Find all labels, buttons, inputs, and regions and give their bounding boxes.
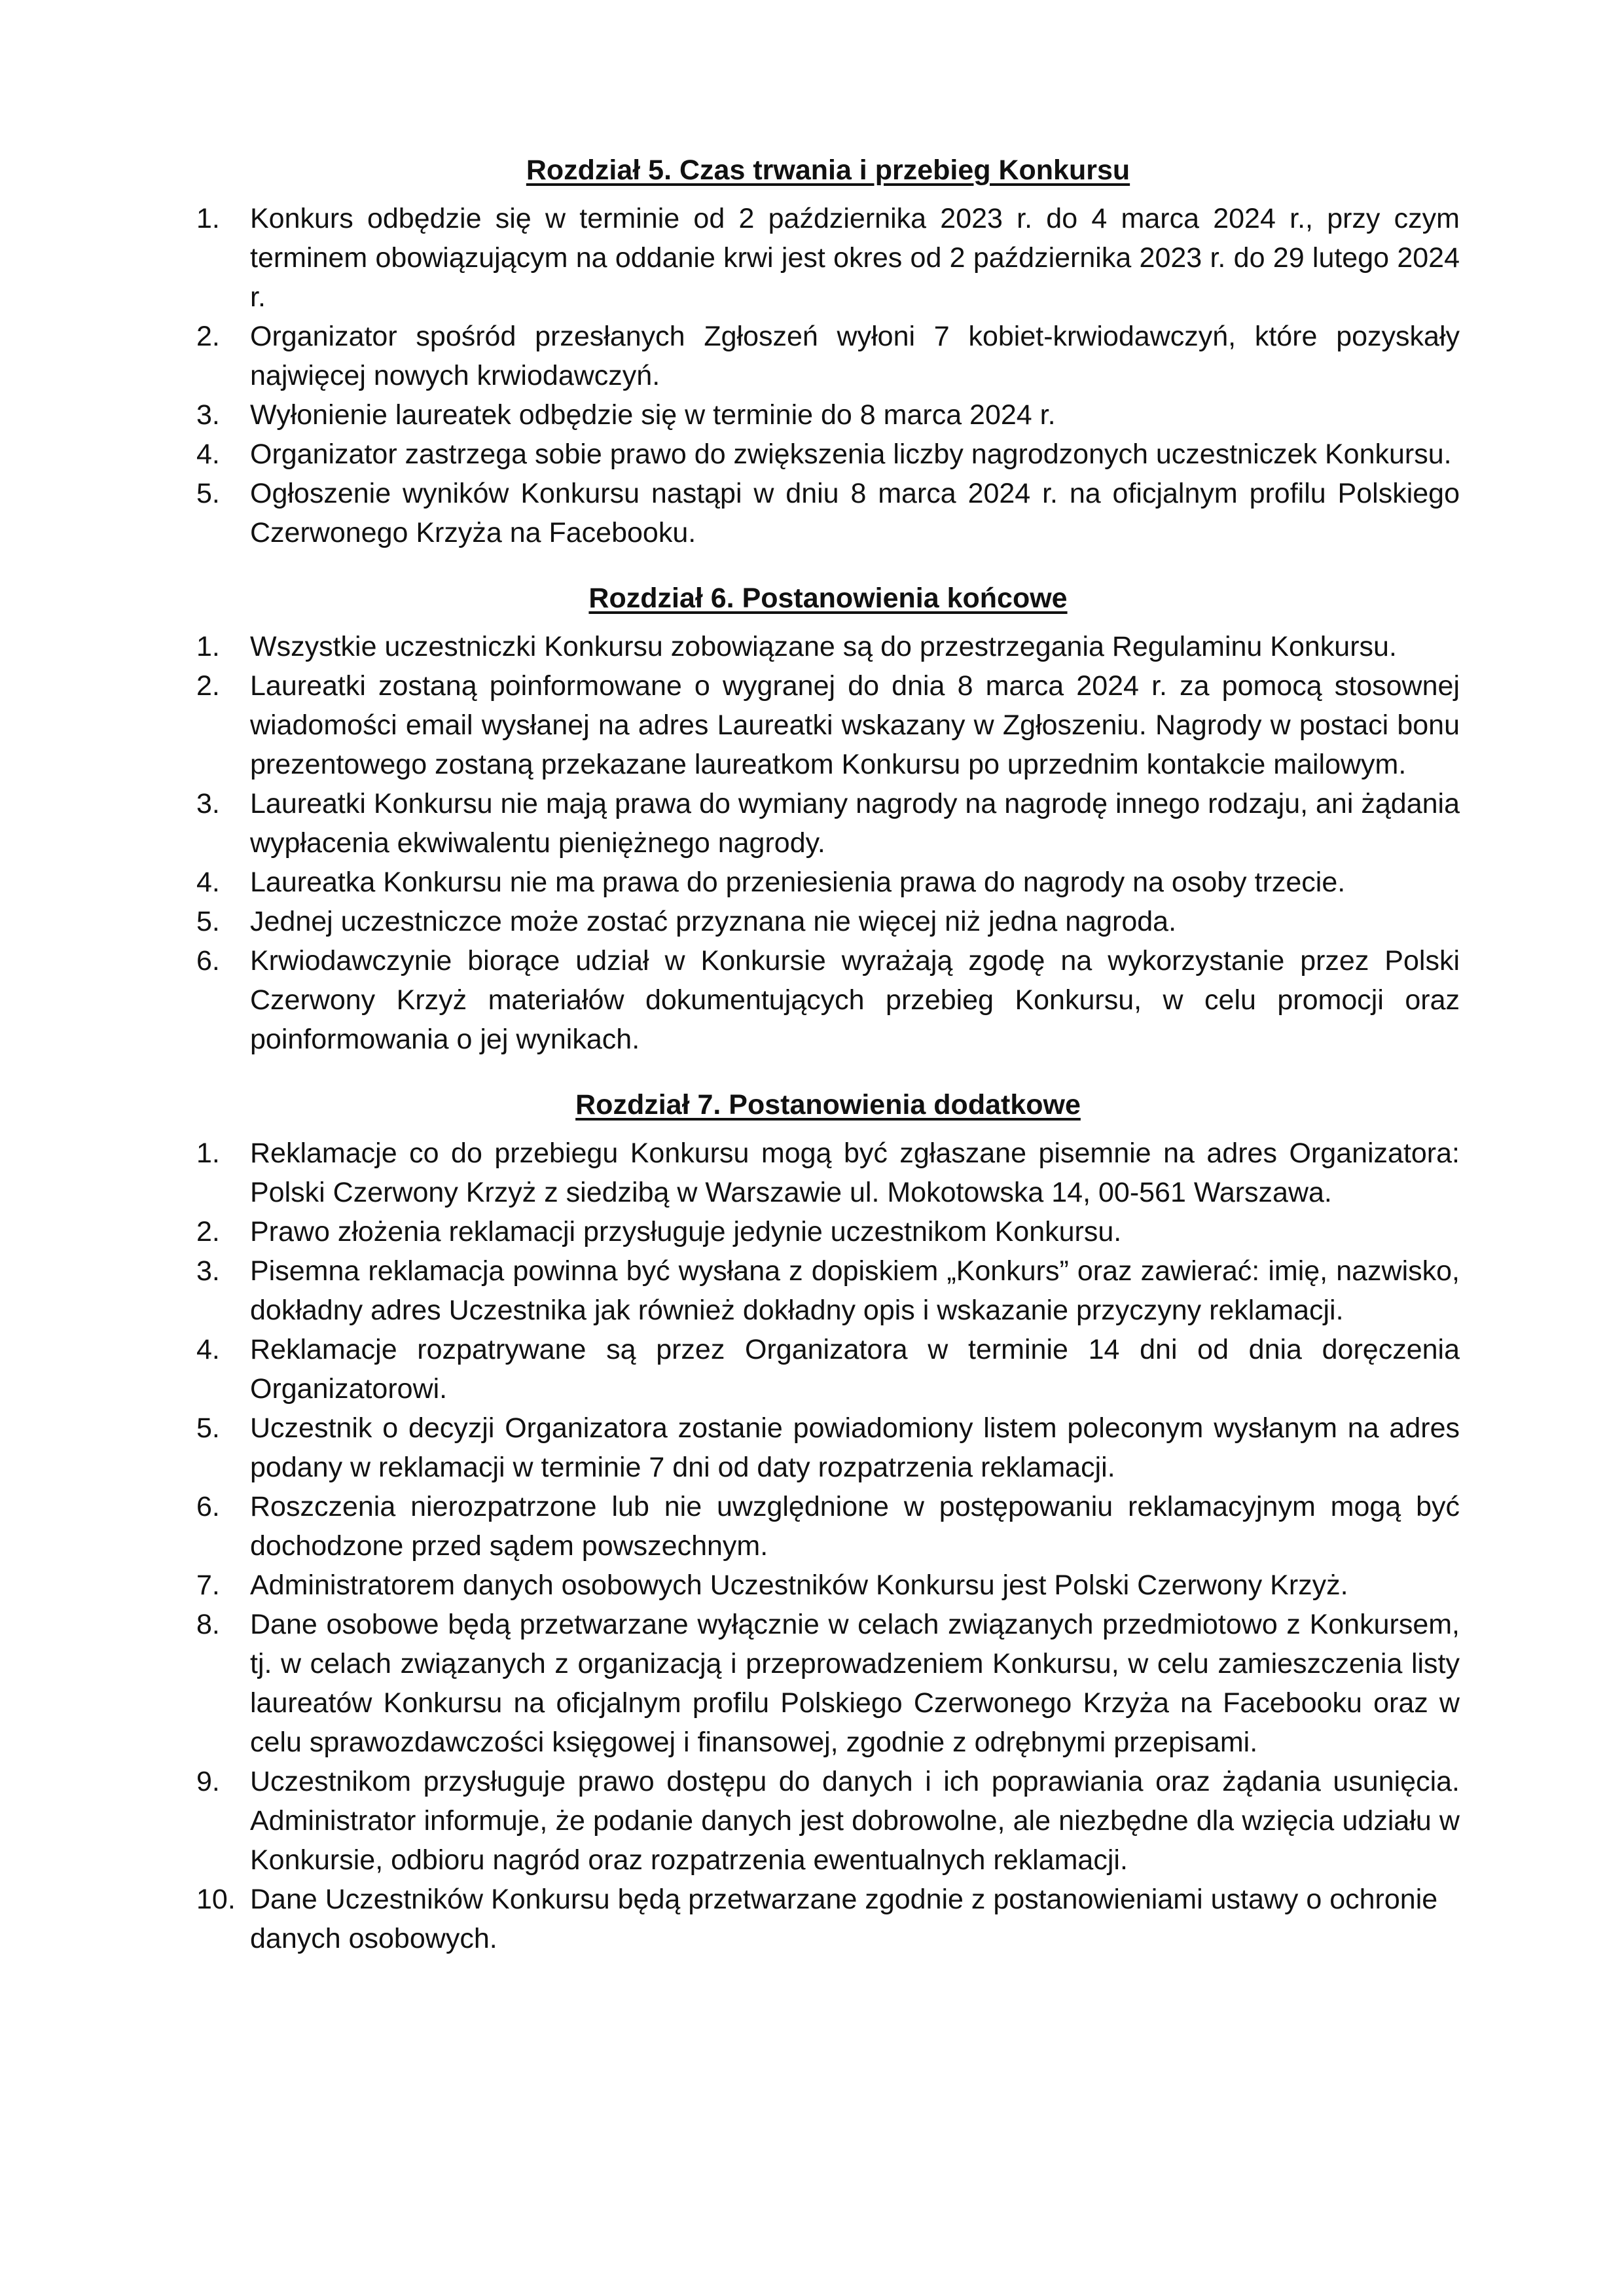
item-text: Jednej uczestniczce może zostać przyznana nie więcej niż jedna nagroda. (250, 906, 1177, 937)
numbered-list (196, 627, 1460, 1059)
item-text: Organizator zastrzega sobie prawo do zwiększenia liczby nagrodzonych uczestniczek Konkursu. (250, 439, 1452, 470)
item-text: Reklamacje rozpatrywane są przez Organizatora w terminie 14 dni od dnia doręczenia Organizatorowi. (250, 1334, 1460, 1405)
item-number: 1. (196, 203, 220, 234)
item-number: 2. (196, 1216, 220, 1247)
list-item (196, 1212, 1460, 1251)
section-chapter-5 (196, 151, 1460, 552)
section-title: Rozdział 7. Postanowienia dodatkowe (575, 1089, 1081, 1121)
item-text: Dane osobowe będą przetwarzane wyłącznie w celach związanych przedmiotowo z Konkursem, tj. w celach związanych z organizacją i przeprowadzeniem Konkursu, w celu zamieszczenia listy laureatów Konkursu na oficjalnym profilu Polskiego Czerwonego Krzyża na Facebooku oraz w celu sprawozdawczości księgowej i finansowej, zgodnie z odrębnymi przepisami. (250, 1609, 1460, 1758)
list-item (196, 941, 1460, 1059)
item-number: 10. (196, 1884, 236, 1915)
item-number: 8. (196, 1609, 220, 1640)
list-item (196, 1605, 1460, 1762)
list-item (196, 317, 1460, 395)
item-text: Reklamacje co do przebiegu Konkursu mogą być zgłaszane pisemnie na adres Organizatora: Polski Czerwony Krzyż z siedzibą w Warszawie ul. Mokotowska 14, 00-561 Warszawa. (250, 1138, 1460, 1208)
item-text: Dane Uczestników Konkursu będą przetwarzane zgodnie z postanowieniami ustawy o ochronie danych osobowych. (250, 1884, 1438, 1954)
item-number: 6. (196, 1491, 220, 1522)
list-item (196, 666, 1460, 784)
list-item (196, 474, 1460, 552)
item-text: Laureatki Konkursu nie mają prawa do wymiany nagrody na nagrodę innego rodzaju, ani żądania wypłacenia ekwiwalentu pieniężnego nagrody. (250, 788, 1460, 859)
item-text: Wszystkie uczestniczki Konkursu zobowiązane są do przestrzegania Regulaminu Konkursu. (250, 631, 1397, 662)
document-page (196, 151, 1460, 1984)
item-text: Laureatki zostaną poinformowane o wygranej do dnia 8 marca 2024 r. za pomocą stosownej wiadomości email wysłanej na adres Laureatki wskazany w Zgłoszeniu. Nagrody w postaci bonu prezentowego zostaną przekazane laureatkom Konkursu po uprzednim kontakcie mailowym. (250, 670, 1460, 780)
item-number: 9. (196, 1766, 220, 1797)
item-number: 4. (196, 1334, 220, 1365)
item-text: Krwiodawczynie biorące udział w Konkursie wyrażają zgodę na wykorzystanie przez Polski Czerwony Krzyż materiałów dokumentujących przebieg Konkursu, w celu promocji oraz poinformowania o jej wynikach. (250, 945, 1460, 1055)
item-text: Uczestnik o decyzji Organizatora zostanie powiadomiony listem poleconym wysłanym na adres podany w reklamacji w terminie 7 dni od daty rozpatrzenia reklamacji. (250, 1412, 1460, 1483)
list-item (196, 1487, 1460, 1566)
list-item (196, 395, 1460, 435)
item-number: 7. (196, 1570, 220, 1601)
numbered-list (196, 199, 1460, 552)
list-item (196, 627, 1460, 666)
item-number: 4. (196, 439, 220, 470)
item-number: 5. (196, 478, 220, 509)
list-item (196, 784, 1460, 863)
list-item (196, 1134, 1460, 1212)
section-title: Rozdział 5. Czas trwania i przebieg Konkursu (526, 154, 1130, 186)
item-number: 4. (196, 867, 220, 898)
item-number: 3. (196, 1255, 220, 1287)
item-text: Administratorem danych osobowych Uczestników Konkursu jest Polski Czerwony Krzyż. (250, 1570, 1348, 1601)
list-item (196, 1330, 1460, 1408)
list-item (196, 1251, 1460, 1330)
item-number: 2. (196, 321, 220, 352)
list-item (196, 1566, 1460, 1605)
item-text: Konkurs odbędzie się w terminie od 2 października 2023 r. do 4 marca 2024 r., przy czym terminem obowiązującym na oddanie krwi jest okres od 2 października 2023 r. do 29 lutego 2024 r. (250, 203, 1460, 313)
item-number: 2. (196, 670, 220, 702)
item-number: 6. (196, 945, 220, 977)
item-number: 1. (196, 631, 220, 662)
item-text: Uczestnikom przysługuje prawo dostępu do danych i ich poprawiania oraz żądania usunięcia. Administrator informuje, że podanie danych jest dobrowolne, ale niezbędne dla wzięcia udziału w Konkursie, odbioru nagród oraz rozpatrzenia ewentualnych reklamacji. (250, 1766, 1460, 1876)
section-title: Rozdział 6. Postanowienia końcowe (588, 583, 1068, 614)
list-item (196, 1762, 1460, 1880)
item-text: Laureatka Konkursu nie ma prawa do przeniesienia prawa do nagrody na osoby trzecie. (250, 867, 1346, 898)
list-item (196, 902, 1460, 941)
item-number: 5. (196, 1412, 220, 1444)
item-text: Roszczenia nierozpatrzone lub nie uwzględnione w postępowaniu reklamacyjnym mogą być dochodzone przed sądem powszechnym. (250, 1491, 1460, 1562)
item-number: 1. (196, 1138, 220, 1169)
item-number: 3. (196, 788, 220, 819)
section-chapter-6 (196, 579, 1460, 1059)
list-item (196, 1880, 1460, 1958)
section-chapter-7 (196, 1085, 1460, 1958)
item-text: Wyłonienie laureatek odbędzie się w terminie do 8 marca 2024 r. (250, 399, 1056, 431)
item-text: Organizator spośród przesłanych Zgłoszeń wyłoni 7 kobiet-krwiodawczyń, które pozyskały najwięcej nowych krwiodawczyń. (250, 321, 1460, 391)
item-number: 3. (196, 399, 220, 431)
item-text: Pisemna reklamacja powinna być wysłana z dopiskiem „Konkurs” oraz zawierać: imię, nazwisko, dokładny adres Uczestnika jak również dokładny opis i wskazanie przyczyny reklamacji. (250, 1255, 1460, 1326)
item-text: Ogłoszenie wyników Konkursu nastąpi w dniu 8 marca 2024 r. na oficjalnym profilu Polskiego Czerwonego Krzyża na Facebooku. (250, 478, 1460, 548)
item-number: 5. (196, 906, 220, 937)
item-text: Prawo złożenia reklamacji przysługuje jedynie uczestnikom Konkursu. (250, 1216, 1122, 1247)
list-item (196, 199, 1460, 317)
list-item (196, 435, 1460, 474)
numbered-list (196, 1134, 1460, 1958)
list-item (196, 1408, 1460, 1487)
list-item (196, 863, 1460, 902)
